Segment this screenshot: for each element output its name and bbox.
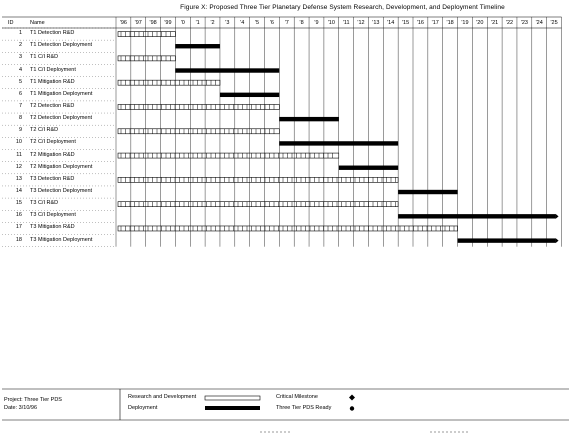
year-header: '17 <box>431 20 439 26</box>
task-name[interactable]: T2 Mitigation R&D <box>30 151 75 158</box>
year-header: '96 <box>119 20 127 26</box>
deployment-bar <box>398 190 457 194</box>
year-header: '99 <box>164 20 172 26</box>
rd-bar <box>118 32 175 37</box>
year-header: '19 <box>461 20 469 26</box>
chart-title: Figure X: Proposed Three Tier Planetary Defense System Research, Development, and Deployment Timeline <box>180 4 505 11</box>
task-name[interactable]: T2 Detection Deployment <box>30 115 93 122</box>
task-name[interactable]: T2 C/I R&D <box>30 127 59 134</box>
task-id: 3 <box>18 54 22 61</box>
year-header: '24 <box>535 20 543 26</box>
task-id: 5 <box>18 78 22 85</box>
year-header: '98 <box>149 20 157 26</box>
year-header: '25 <box>550 20 558 26</box>
task-id: 8 <box>18 115 22 122</box>
task-name[interactable]: T3 Mitigation R&D <box>30 224 75 231</box>
date-label: Date: 3/10/96 <box>4 405 38 411</box>
task-name[interactable]: T1 Detection R&D <box>30 30 75 37</box>
deployment-bar <box>220 93 279 97</box>
task-id: 16 <box>15 212 22 219</box>
year-header: '23 <box>520 20 528 26</box>
rd-bar <box>118 202 398 207</box>
id-column-header: ID <box>8 20 14 26</box>
year-header: '21 <box>491 20 499 26</box>
year-header: '13 <box>372 20 380 26</box>
year-header: '11 <box>342 20 350 26</box>
name-column-header: Name <box>30 20 45 26</box>
task-id: 4 <box>18 66 22 73</box>
task-name[interactable]: T2 Detection R&D <box>30 102 75 109</box>
deployment-bar <box>398 214 555 218</box>
deployment-bar <box>279 117 338 121</box>
task-name[interactable]: T1 C/I Deployment <box>30 66 76 73</box>
deployment-bar <box>458 238 556 242</box>
year-header: '18 <box>446 20 454 26</box>
year-header: '6 <box>269 20 274 26</box>
year-header: '97 <box>134 20 142 26</box>
year-header: '0 <box>180 20 185 26</box>
task-id: 18 <box>15 236 22 243</box>
task-id: 14 <box>15 188 22 195</box>
rd-bar <box>118 226 458 231</box>
year-header: '9 <box>314 20 319 26</box>
rd-bar <box>118 80 220 85</box>
legend-rd-label: Research and Development <box>128 394 197 400</box>
year-header: '12 <box>357 20 365 26</box>
task-id: 12 <box>15 163 22 170</box>
legend-ready-label: Three Tier PDS Ready <box>276 405 332 411</box>
task-id: 13 <box>15 175 22 182</box>
task-id: 15 <box>15 200 22 207</box>
task-name[interactable]: T3 Detection Deployment <box>30 188 93 195</box>
task-name[interactable]: T1 Detection Deployment <box>30 42 93 49</box>
task-name[interactable]: T1 C/I R&D <box>30 54 59 61</box>
year-header: '2 <box>210 20 215 26</box>
ready-marker-icon <box>556 238 559 243</box>
task-id: 11 <box>16 151 22 158</box>
rd-bar <box>118 177 398 182</box>
project-label: Project: Three Tier PDS <box>4 397 62 403</box>
year-header: '1 <box>195 20 200 26</box>
year-header: '15 <box>401 20 410 26</box>
rd-bar <box>118 56 175 61</box>
year-header: '20 <box>476 20 484 26</box>
task-name[interactable]: T1 Mitigation R&D <box>30 78 75 85</box>
year-header: '3 <box>225 20 230 26</box>
rd-bar <box>118 129 279 134</box>
task-name[interactable]: T3 Mitigation Deployment <box>30 236 93 243</box>
task-name[interactable]: T2 C/I Deployment <box>30 139 76 146</box>
task-name[interactable]: T1 Mitigation Deployment <box>30 90 93 97</box>
task-id: 7 <box>18 102 22 109</box>
task-id: 10 <box>15 139 22 146</box>
year-header: '14 <box>387 20 395 26</box>
deployment-bar <box>175 44 220 48</box>
deployment-bar <box>279 141 398 145</box>
task-id: 1 <box>18 30 22 37</box>
year-header: '7 <box>284 20 289 26</box>
year-header: '16 <box>416 20 424 26</box>
legend-milestone-label: Critical Milestone <box>276 394 318 400</box>
ready-marker-icon <box>556 214 559 219</box>
year-header: '10 <box>327 20 335 26</box>
year-header: '5 <box>255 20 260 26</box>
task-id: 6 <box>18 90 22 97</box>
rd-bar <box>118 104 279 109</box>
deployment-bar <box>339 166 398 170</box>
task-id: 2 <box>18 42 22 49</box>
task-name[interactable]: T3 C/I Deployment <box>30 212 76 219</box>
task-name[interactable]: T3 C/I R&D <box>30 200 59 207</box>
task-id: 9 <box>18 127 22 134</box>
project-info <box>4 396 62 412</box>
task-name[interactable]: T3 Detection R&D <box>30 175 75 182</box>
deployment-bar <box>175 68 279 72</box>
task-name[interactable]: T2 Mitigation Deployment <box>30 163 93 170</box>
task-id: 17 <box>15 224 22 231</box>
year-header: '4 <box>240 20 245 26</box>
year-header: '22 <box>505 20 514 26</box>
year-header: '8 <box>299 20 304 26</box>
legend-deployment-label: Deployment <box>128 405 158 411</box>
